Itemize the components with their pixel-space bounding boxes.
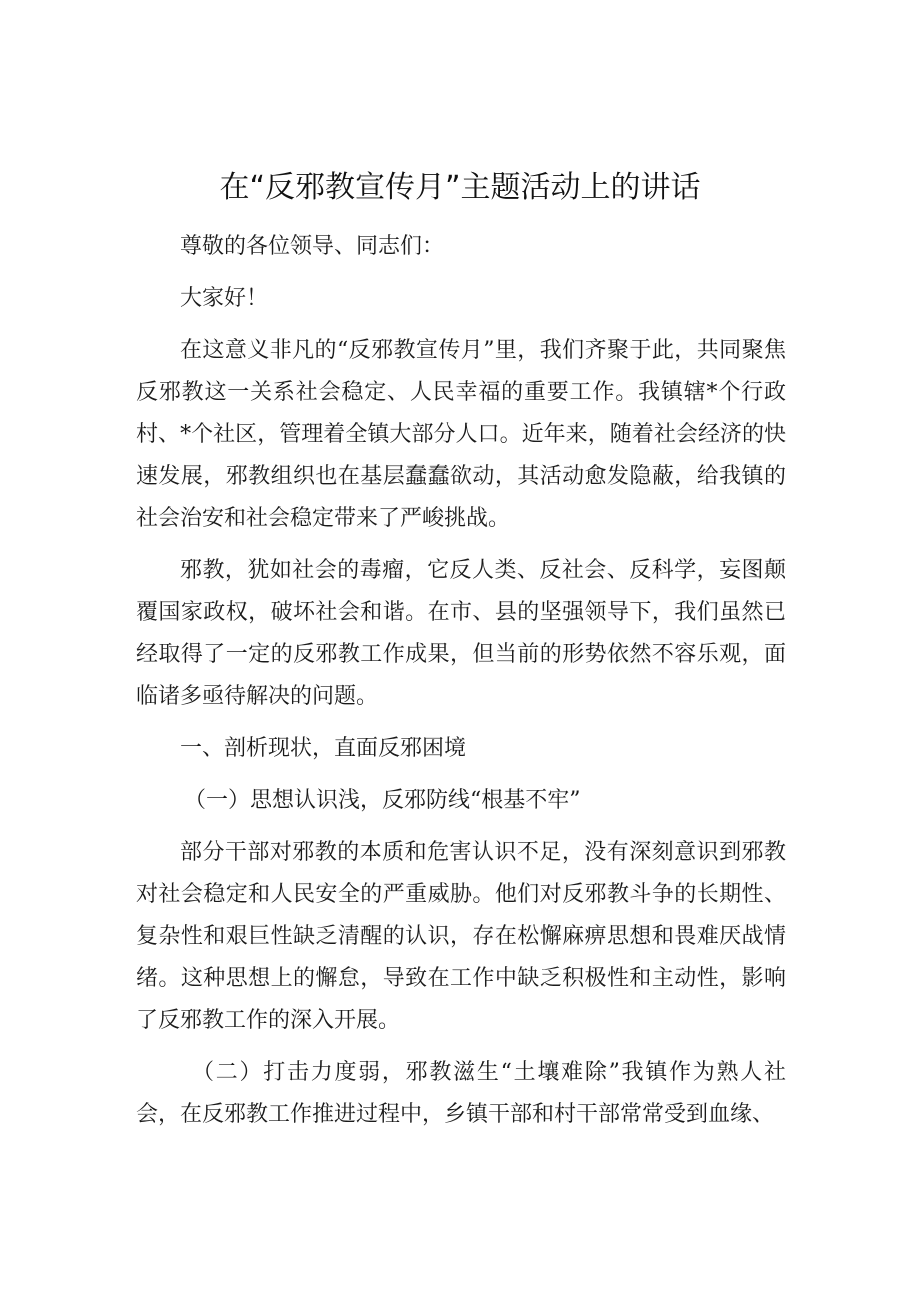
document-title: 在“反邪教宣传月”主题活动上的讲话: [219, 170, 701, 205]
salutation: 尊敬的各位领导、同志们：: [180, 234, 445, 259]
paragraph: 部分干部对邪教的本质和危害认识不足，没有深刻意识到邪教对社会稳定和人民安全的严重威胁。他们对反邪教斗争的长期性、复杂性和艰巨性缺乏清醒的认识，存在松懈麻痹思想和畏难厌战情绪。这种思想上的懈怠，导致在工作中缺乏积极性和主动性，影响了反邪教工作的深入开展。: [136, 840, 786, 1033]
subsection-heading: （二）打击力度弱，邪教滋生“土壤难除”我镇作为熟人社会，在反邪教工作推进过程中，乡镇干部和村干部常常受到血缘、: [136, 1060, 786, 1127]
section-heading: 一、剖析现状，直面反邪困境: [180, 736, 467, 761]
greeting: 大家好！: [180, 286, 269, 311]
paragraph: 邪教，犹如社会的毒瘤，它反人类、反社会、反科学，妄图颠覆国家政权，破坏社会和谐。在市、县的坚强领导下，我们虽然已经取得了一定的反邪教工作成果，但当前的形势依然不容乐观，面临诸多亟待解决的问题。: [136, 558, 786, 709]
document-body: [136, 226, 786, 1146]
subsection-heading: （一）思想认识浅，反邪防线“根基不牢”: [184, 788, 581, 813]
paragraph: 在这意义非凡的“反邪教宣传月”里，我们齐聚于此，共同聚焦反邪教这一关系社会稳定、人民幸福的重要工作。我镇辖*个行政村、*个社区，管理着全镇大部分人口。近年来，随着社会经济的快速发展，邪教组织也在基层蠢蠢欲动，其活动愈发隐蔽，给我镇的社会治安和社会稳定带来了严峻挑战。: [136, 338, 786, 531]
